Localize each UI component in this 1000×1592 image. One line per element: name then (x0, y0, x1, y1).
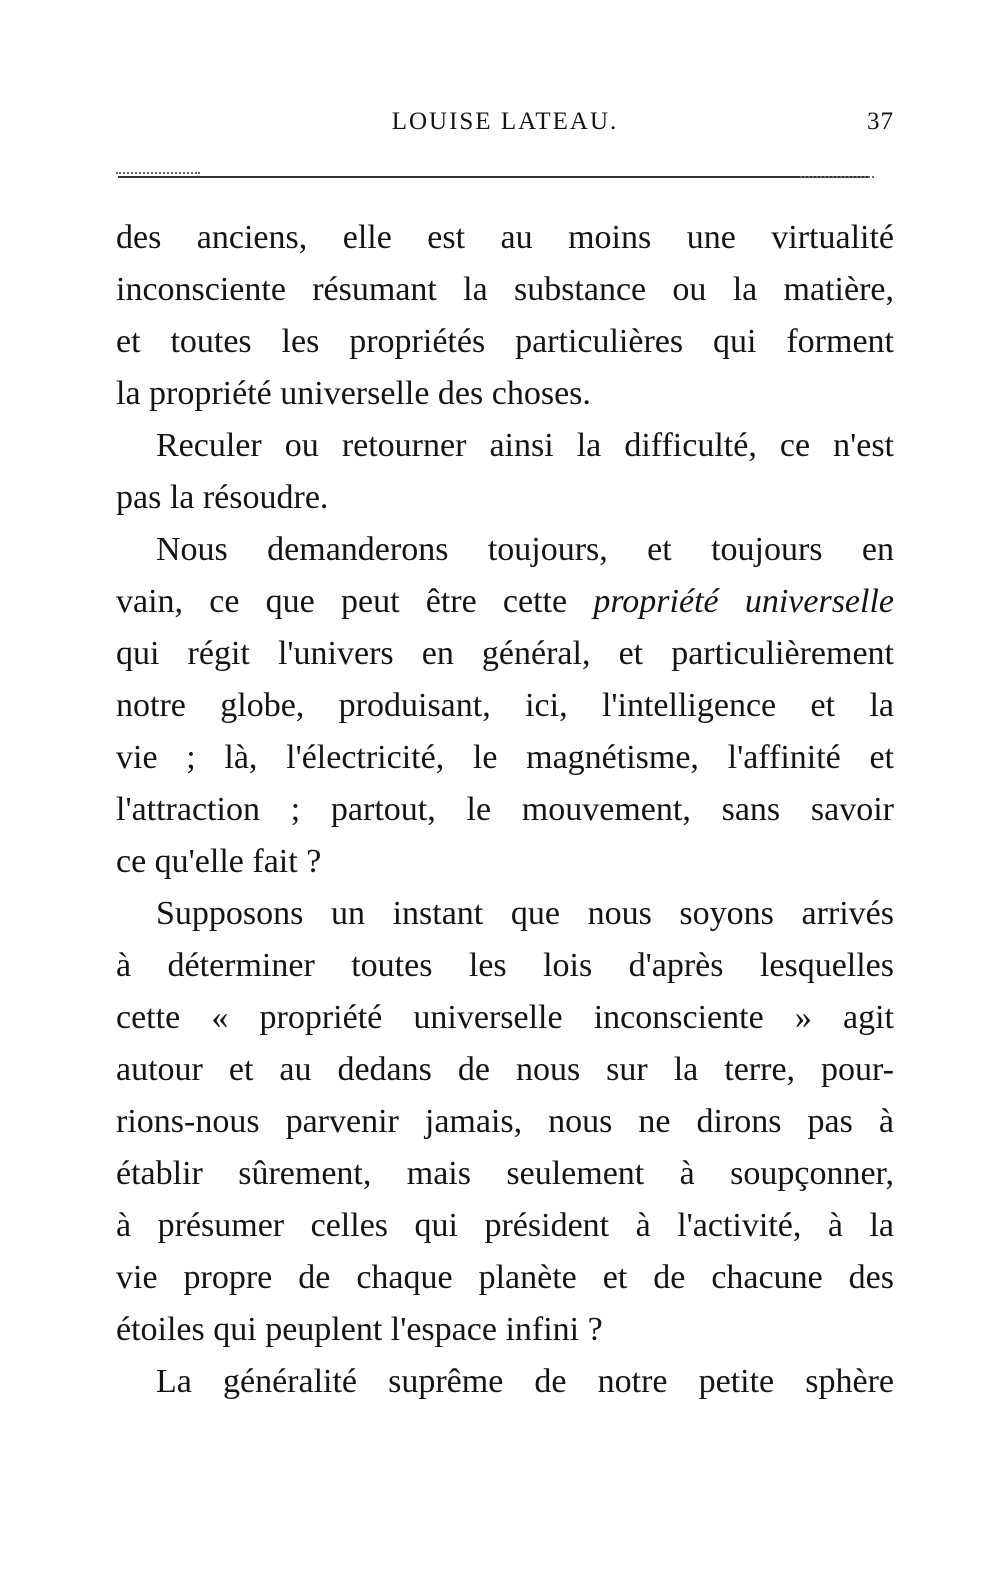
text-line: Supposons un instant que nous soyons arrivés (156, 895, 894, 932)
text-line: vie propre de chaque planète et de chacune des (116, 1259, 894, 1296)
text-line: qui régit l'univers en général, et particulièrement (116, 635, 894, 672)
text-line: Nous demanderons toujours, et toujours en (156, 531, 894, 568)
text-line: pas la résoudre. (116, 479, 329, 516)
page-number: 37 (867, 108, 894, 135)
text-fragment: vain, ce que peut être cette (116, 583, 594, 620)
text-line: ce qu'elle fait ? (116, 843, 322, 880)
text-line: notre globe, produisant, ici, l'intelligence et la (116, 687, 894, 724)
text-line: et toutes les propriétés particulières qui forment (116, 323, 894, 360)
text-line: vie ; là, l'électricité, le magnétisme, l'affinité et (116, 739, 894, 776)
header-rule-left (116, 172, 200, 174)
text-line: autour et au dedans de nous sur la terre, pour- (116, 1051, 894, 1088)
text-line: inconsciente résumant la substance ou la matière, (116, 271, 894, 308)
running-title: LOUISE LATEAU. (391, 108, 619, 135)
italic-phrase: propriété universelle (593, 583, 894, 620)
text-line: à présumer celles qui président à l'activité, à la (116, 1207, 894, 1244)
header-rule-right (800, 176, 874, 178)
text-line: étoiles qui peuplent l'espace infini ? (116, 1311, 603, 1348)
text-line-with-italic (116, 576, 894, 628)
text-line: des anciens, elle est au moins une virtualité (116, 219, 894, 256)
text-line: cette « propriété universelle inconsciente » agit (116, 999, 894, 1036)
text-line: l'attraction ; partout, le mouvement, sans savoir (116, 791, 894, 828)
text-line: Reculer ou retourner ainsi la difficulté, ce n'est (156, 427, 894, 464)
header-rule (118, 176, 870, 178)
text-line: La généralité suprême de notre petite sphère (156, 1363, 894, 1400)
text-line: établir sûrement, mais seulement à soupçonner, (116, 1155, 894, 1192)
text-line: la propriété universelle des choses. (116, 375, 591, 412)
text-line: rions-nous parvenir jamais, nous ne dirons pas à (116, 1103, 894, 1140)
text-line: à déterminer toutes les lois d'après lesquelles (116, 947, 894, 984)
running-head (116, 104, 894, 144)
